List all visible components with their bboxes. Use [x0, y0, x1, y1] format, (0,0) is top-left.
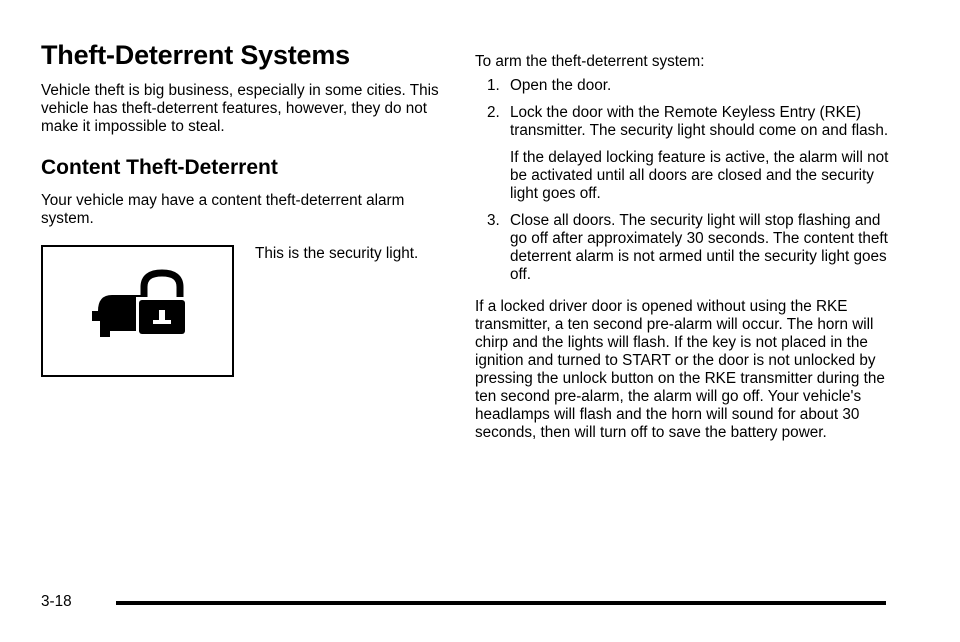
- page-title: Theft-Deterrent Systems: [41, 40, 350, 70]
- list-item: [475, 77, 895, 95]
- closing-paragraph: If a locked driver door is opened without using the RKE transmitter, a ten second pre-alarm will occur. The horn will chirp and the lights will flash. If the key is not placed in the ignition and turned to START or the door is not unlocked by pressing the unlock button on the RKE transmitter during the ten second pre-alarm, the alarm will go off. Your vehicle's headlamps will flash and the horn will sound for about 30 seconds, then will turn off to save the battery power.: [475, 298, 885, 441]
- section-title: Content Theft-Deterrent: [41, 156, 278, 179]
- intro-paragraph: Vehicle theft is big business, especially in some cities. This vehicle has theft-deterrent features, however, they do not make it impossible to steal.: [41, 82, 439, 135]
- left-column: [41, 38, 441, 385]
- step-number: 1.: [487, 77, 500, 94]
- footer-divider: [116, 601, 886, 605]
- page-number: 3-18: [41, 593, 72, 610]
- security-light-icon: [88, 267, 188, 347]
- step-number: 2.: [487, 104, 500, 121]
- step-text: Close all doors. The security light will stop flashing and go off after approximately 30 seconds. The content theft deterrent alarm is not armed until the security light goes off.: [510, 212, 888, 283]
- security-figure: [41, 245, 441, 385]
- step-number: 3.: [487, 212, 500, 229]
- list-item: [475, 104, 895, 203]
- right-column: [475, 53, 895, 456]
- arm-intro: To arm the theft-deterrent system:: [475, 53, 705, 70]
- step-note: If the delayed locking feature is active, the alarm will not be activated until all doors are closed and the security light goes off.: [510, 149, 889, 202]
- list-item: [475, 212, 895, 284]
- step-text: Open the door.: [510, 77, 612, 94]
- security-light-frame: [41, 245, 234, 377]
- step-text: Lock the door with the Remote Keyless Entry (RKE) transmitter. The security light should come on and flash.: [510, 104, 889, 139]
- section-paragraph: Your vehicle may have a content theft-deterrent alarm system.: [41, 192, 405, 227]
- figure-caption: This is the security light.: [255, 245, 419, 262]
- arm-steps-list: [475, 77, 895, 284]
